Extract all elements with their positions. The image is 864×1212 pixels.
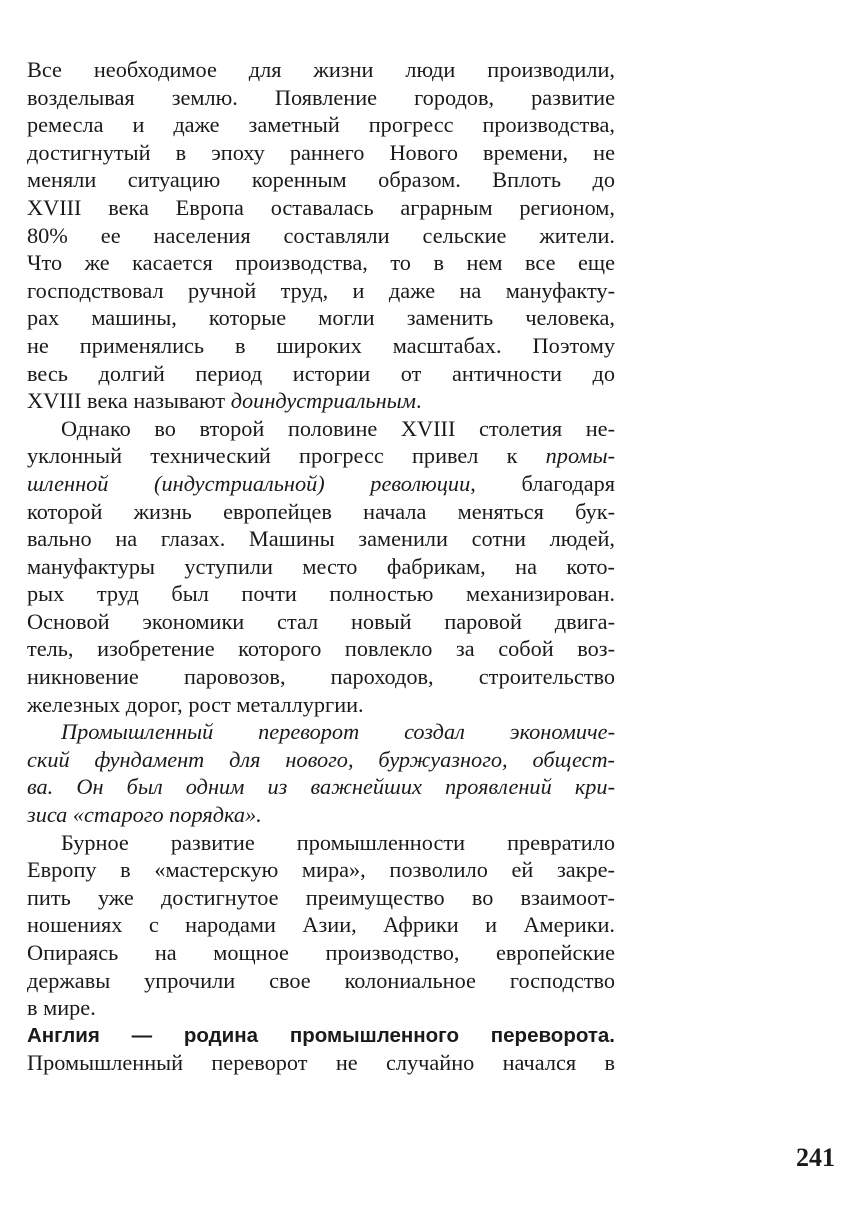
text-line xyxy=(27,304,615,332)
text-line xyxy=(27,525,615,553)
text-line xyxy=(27,994,615,1022)
text-run: рых труд был почти полностью механизирован. xyxy=(27,581,615,607)
text-run: пить уже достигнутое преимущество во взаимоот- xyxy=(27,884,615,910)
section-heading: Англия — родина промышленного переворота. xyxy=(27,1023,615,1047)
text-line xyxy=(27,967,615,995)
text-line xyxy=(27,884,615,912)
text-run: которой жизнь европейцев начала меняться бук- xyxy=(27,498,615,524)
text-run: XVIII века называют xyxy=(27,388,231,414)
text-line xyxy=(27,801,615,829)
text-run: ношениях с народами Азии, Африки и Америки. xyxy=(27,912,615,938)
text-run: никновение паровозов, пароходов, строительство xyxy=(27,664,615,690)
text-line xyxy=(27,415,615,443)
text-line xyxy=(27,553,615,581)
text-line xyxy=(27,580,615,608)
italic-text: промы- xyxy=(545,443,615,469)
paragraphs xyxy=(27,56,615,1022)
text-run: меняли ситуацию коренным образом. Вплоть до xyxy=(27,167,615,193)
text-run: Все необходимое для жизни люди производили, xyxy=(27,57,615,82)
text-run: возделывая землю. Появление городов, развитие xyxy=(27,84,615,110)
text-line xyxy=(27,194,615,222)
text-line xyxy=(27,718,615,746)
text-run: в мире. xyxy=(27,995,96,1021)
text-run: господствовал ручной труд, и даже на мануфакту- xyxy=(27,277,615,303)
text-run: . xyxy=(415,388,422,414)
paragraph xyxy=(27,829,615,1022)
text-line xyxy=(27,663,615,691)
text-line xyxy=(27,56,615,84)
text-run: мануфактуры уступили место фабрикам, на кото- xyxy=(27,553,615,579)
text-line xyxy=(27,691,615,719)
paragraph xyxy=(27,415,615,719)
section-first-line: Промышленный переворот не случайно начался в xyxy=(27,1050,615,1076)
text-run: тель, изобретение которого повлекло за собой воз- xyxy=(27,636,615,662)
page-body xyxy=(27,56,615,1077)
text-run: Европу в «мастерскую мира», позволило ей закре- xyxy=(27,857,615,883)
italic-text: шленной (индустриальной) революции xyxy=(27,470,471,496)
text-line xyxy=(27,277,615,305)
paragraph xyxy=(27,56,615,415)
text-run: Бурное развитие промышленности превратило xyxy=(61,829,615,855)
text-run: вально на глазах. Машины заменили сотни людей, xyxy=(27,526,615,552)
text-line xyxy=(27,608,615,636)
text-line xyxy=(27,222,615,250)
text-run: ремесла и даже заметный прогресс производства, xyxy=(27,112,615,138)
italic-text: ва. Он был одним из важнейших проявлений кри- xyxy=(27,774,615,800)
text-line xyxy=(27,332,615,360)
text-line xyxy=(27,139,615,167)
text-run: , благодаря xyxy=(470,470,615,496)
text-run: весь долгий период истории от античности до xyxy=(27,360,615,386)
text-line xyxy=(27,856,615,884)
text-run: державы упрочили свое колониальное господство xyxy=(27,967,615,993)
text-line xyxy=(27,249,615,277)
text-line xyxy=(27,84,615,112)
italic-text: Промышленный переворот создал экономиче- xyxy=(61,719,615,745)
text-line xyxy=(27,360,615,388)
italic-text: доиндустриальным xyxy=(230,388,416,414)
text-line xyxy=(27,939,615,967)
text-line xyxy=(27,773,615,801)
text-run: Однако во второй половине XVIII столетия не- xyxy=(61,415,615,441)
text-line xyxy=(27,829,615,857)
text-line xyxy=(27,746,615,774)
text-run: не применялись в широких масштабах. Поэтому xyxy=(27,332,615,358)
text-line xyxy=(27,442,615,470)
paragraph xyxy=(27,718,615,828)
text-run: железных дорог, рост металлургии. xyxy=(27,691,364,717)
text-run: Что же касается производства, то в нем все еще xyxy=(27,250,615,276)
text-line xyxy=(27,635,615,663)
text-line xyxy=(27,111,615,139)
text-run: Основой экономики стал новый паровой двига- xyxy=(27,608,615,634)
text-line xyxy=(27,387,615,415)
text-line xyxy=(27,166,615,194)
page-number: 241 xyxy=(796,1143,835,1172)
text-run: уклонный технический прогресс привел к xyxy=(27,443,546,469)
text-line xyxy=(27,498,615,526)
text-run: Опираясь на мощное производство, европейские xyxy=(27,940,615,965)
text-line xyxy=(27,470,615,498)
text-run: 80% ее населения составляли сельские жители. xyxy=(27,222,615,248)
italic-text: ский фундамент для нового, буржуазного, общест- xyxy=(27,746,615,772)
italic-text: зиса «старого порядка». xyxy=(27,802,262,828)
text-run: рах машины, которые могли заменить человека, xyxy=(27,305,615,331)
text-run: XVIII века Европа оставалась аграрным регионом, xyxy=(27,194,615,220)
text-line xyxy=(27,911,615,939)
text-run: достигнутый в эпоху раннего Нового времени, не xyxy=(27,139,615,165)
